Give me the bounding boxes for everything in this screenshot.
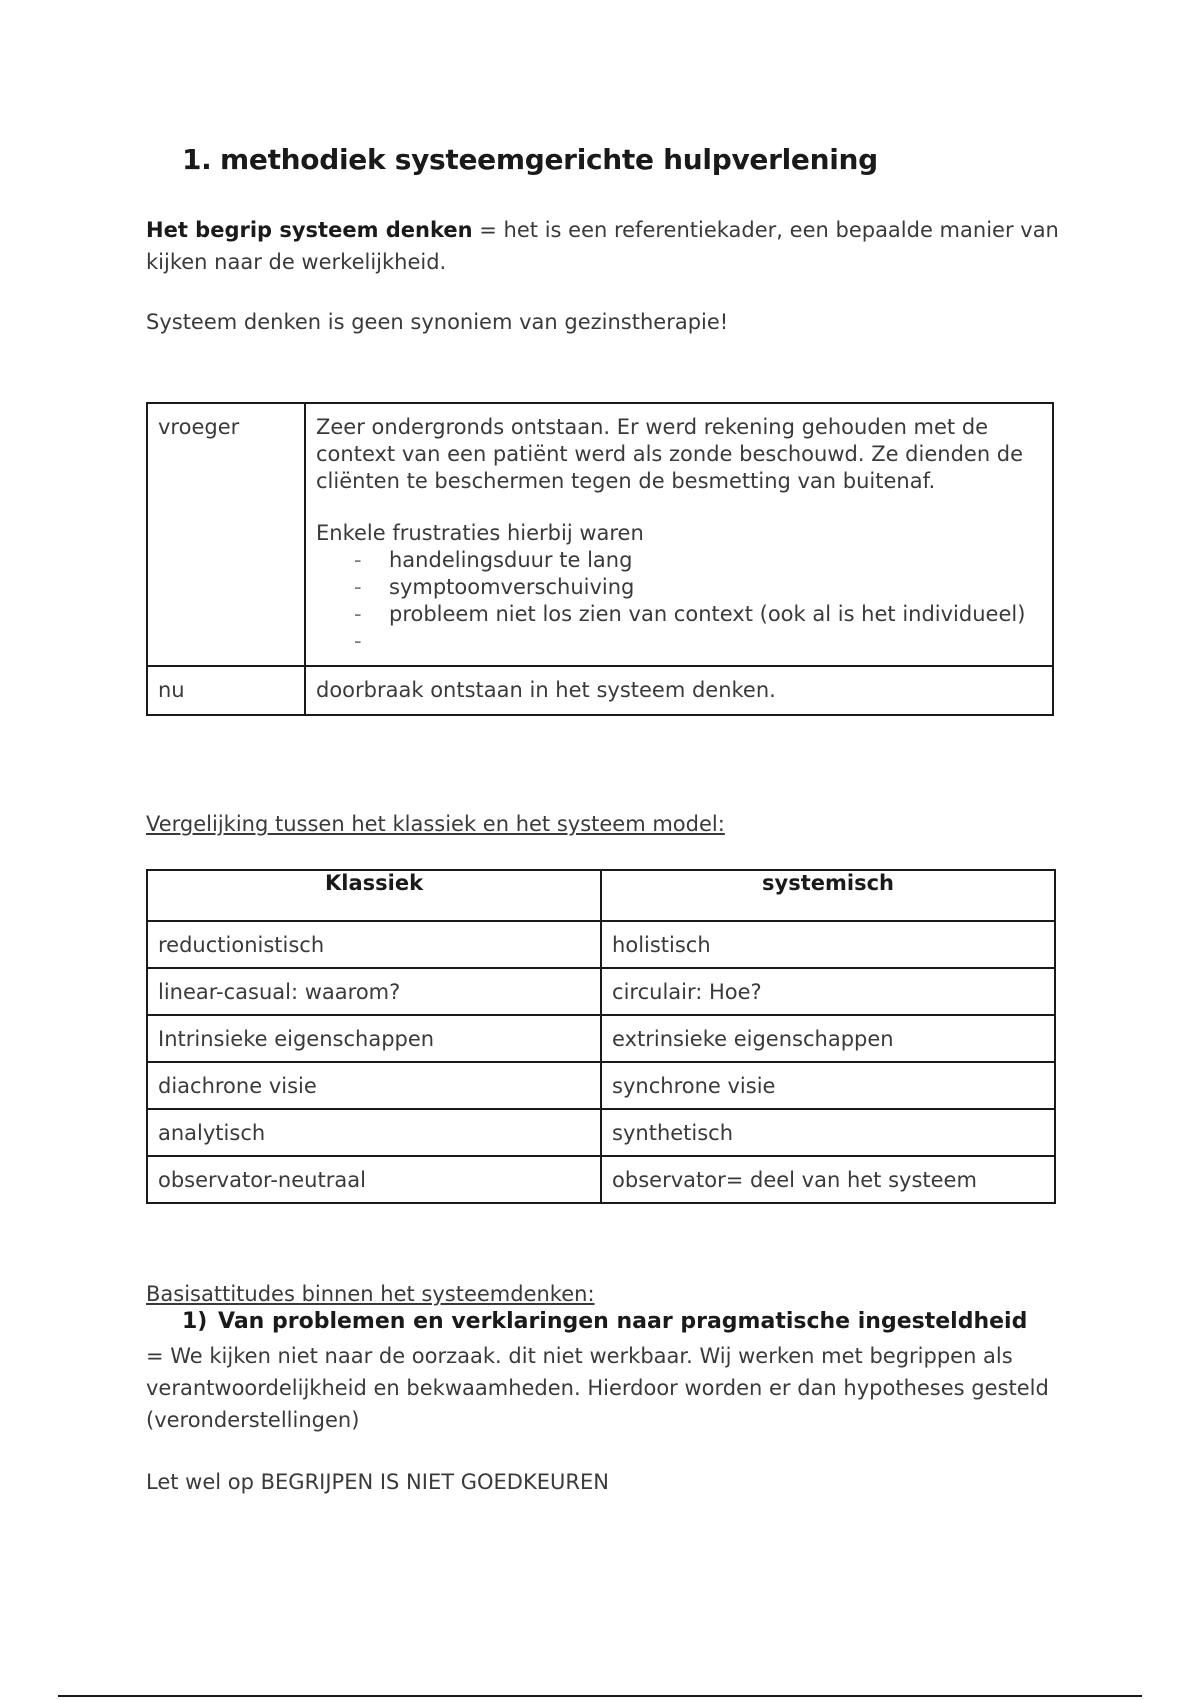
table-row	[147, 921, 1055, 968]
row-text: Zeer ondergronds ontstaan. Er werd rekening gehouden met de context van een patiënt werd als zonde beschouwd. Ze dienden de cliënten te beschermen tegen de besmetting van buitenaf.	[316, 415, 1024, 493]
attitude-item-text: = We kijken niet naar de oorzaak. dit niet werkbaar. Wij werken met begrippen als verantwoordelijkheid en bekwaamheden. Hierdoor worden er dan hypotheses gesteld (veronderstellingen)	[146, 1344, 1049, 1432]
table-row	[147, 968, 1055, 1015]
warning-text: Let wel op BEGRIJPEN IS NIET GOEDKEUREN	[146, 1470, 609, 1494]
section-heading	[182, 143, 878, 176]
row-label: nu	[147, 666, 305, 715]
section-number: 1.	[182, 143, 212, 176]
page-bottom-rule	[58, 1695, 1142, 1697]
table-row	[147, 1109, 1055, 1156]
section-title: methodiek systeemgerichte hulpverlening	[220, 143, 878, 176]
table-cell: linear-casual: waarom?	[147, 968, 601, 1015]
table-row	[147, 403, 1053, 666]
column-header: Klassiek	[147, 870, 601, 921]
list-item: - probleem niet los zien van context (ook al is het individueel)	[316, 601, 1042, 628]
intro-definition: = het is een referentiekader, een bepaalde manier van kijken naar de werkelijkheid.	[146, 218, 1059, 274]
list-item: - symptoomverschuiving	[316, 574, 1042, 601]
attitudes-caption: Basisattitudes binnen het systeemdenken:	[146, 1282, 595, 1306]
comparison-table	[146, 869, 1056, 1204]
table-header-row	[147, 870, 1055, 921]
comparison-caption: Vergelijking tussen het klassiek en het systeem model:	[146, 812, 725, 836]
table-cell: diachrone visie	[147, 1062, 601, 1109]
frustrations-list	[316, 547, 1042, 655]
attitude-item-title: Van problemen en verklaringen naar pragmatische ingesteldheid	[218, 1309, 1028, 1334]
history-table	[146, 402, 1054, 716]
intro-paragraph	[146, 214, 1066, 278]
table-cell: reductionistisch	[147, 921, 601, 968]
table-cell: extrinsieke eigenschappen	[601, 1015, 1055, 1062]
note-paragraph: Systeem denken is geen synoniem van gezinstherapie!	[146, 310, 729, 334]
table-cell: observator-neutraal	[147, 1156, 601, 1203]
table-cell: holistisch	[601, 921, 1055, 968]
table-cell: analytisch	[147, 1109, 601, 1156]
table-cell: Intrinsieke eigenschappen	[147, 1015, 601, 1062]
column-header: systemisch	[601, 870, 1055, 921]
table-row	[147, 1156, 1055, 1203]
list-intro: Enkele frustraties hierbij waren	[316, 521, 644, 545]
row-label: vroeger	[147, 403, 305, 666]
attitude-item-heading	[182, 1309, 1027, 1334]
table-row	[147, 1015, 1055, 1062]
table-cell: synthetisch	[601, 1109, 1055, 1156]
row-content	[305, 403, 1053, 666]
table-row	[147, 666, 1053, 715]
row-content: doorbraak ontstaan in het systeem denken.	[305, 666, 1053, 715]
table-cell: synchrone visie	[601, 1062, 1055, 1109]
attitude-item-number: 1)	[182, 1309, 208, 1334]
list-item	[316, 628, 1042, 655]
intro-term: Het begrip systeem denken	[146, 218, 473, 242]
table-row	[147, 1062, 1055, 1109]
table-cell: circulair: Hoe?	[601, 968, 1055, 1015]
table-cell: observator= deel van het systeem	[601, 1156, 1055, 1203]
list-item: - handelingsduur te lang	[316, 547, 1042, 574]
